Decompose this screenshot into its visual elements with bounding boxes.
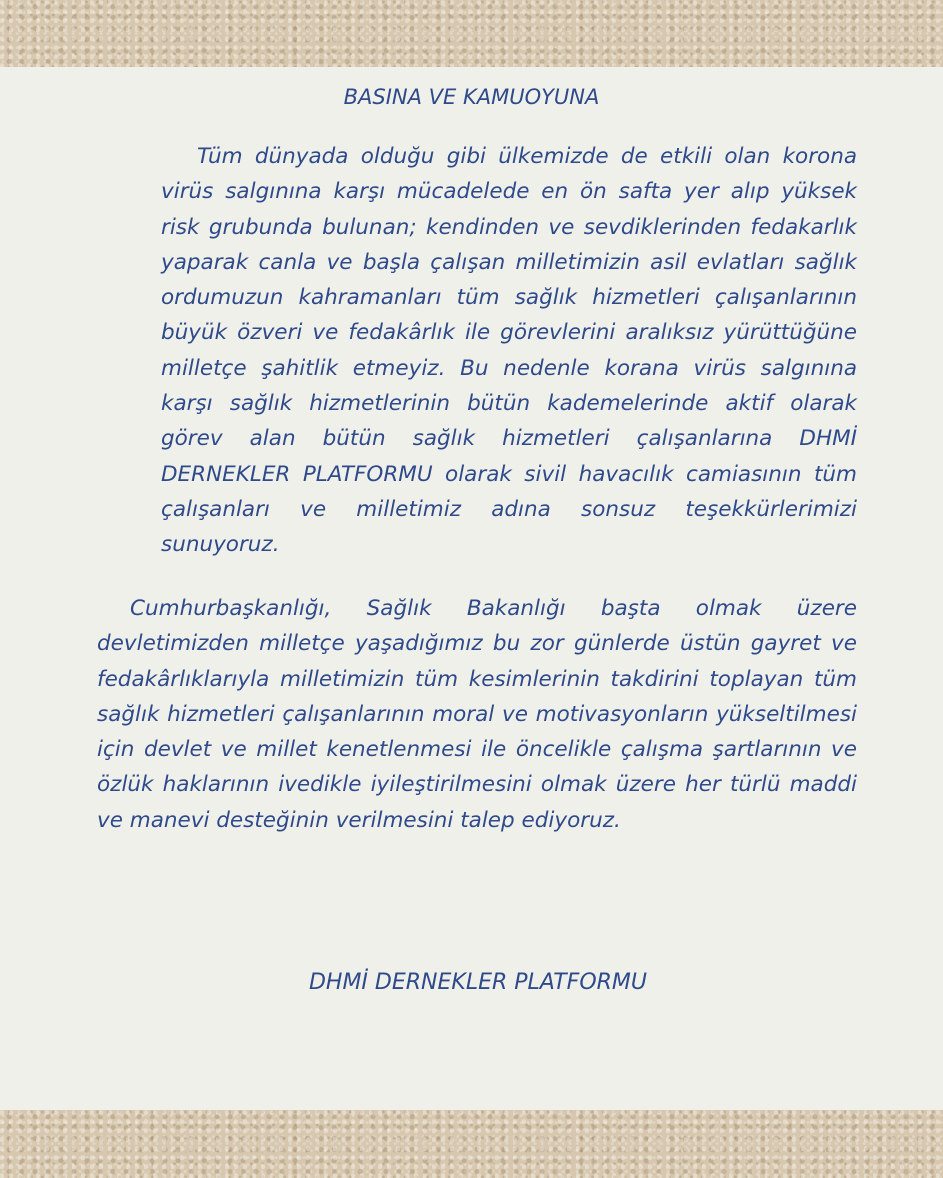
bottom-texture-border <box>0 1110 943 1178</box>
paragraph-gratitude: Tüm dünyada olduğu gibi ülkemizde de etkili olan korona virüs salgınına karşı mücadelede en ön safta yer alıp yüksek risk grubunda bulunan; kendinden ve sevdiklerinden fedakarlık yaparak canla ve başla çalışan milletimizin asil evlatları sağlık ordumuzun kahramanları tüm sağlık hizmetleri çalışanlarının büyük özveri ve fedakârlık ile görevlerini aralıksız yürüttüğüne milletçe şahitlik etmeyiz. Bu nedenle korana virüs salgınına karşı sağlık hizmetlerinin bütün kademelerinde aktif olarak görev alan bütün sağlık hizmetleri çalışanlarına DHMİ DERNEKLER PLATFORMU olarak sivil havacılık camiasının tüm çalışanları ve milletimiz adına sonsuz teşekkürlerimizi sunuyoruz. <box>161 144 857 558</box>
signature: DHMİ DERNEKLER PLATFORMU <box>308 970 648 995</box>
document-title: BASINA VE KAMUOYUNA <box>343 85 600 109</box>
top-texture-border <box>0 0 943 67</box>
paragraph-request: Cumhurbaşkanlığı, Sağlık Bakanlığı başta olmak üzere devletimizden milletçe yaşadığımız bu zor günlerde üstün gayret ve fedakârlıklarıyla milletimizin tüm kesimlerinin takdirini toplayan tüm sağlık hizmetleri çalışanlarının moral ve motivasyonların yükseltilmesi için devlet ve millet kenetlenmesi ile öncelikle çalışma şartlarının ve özlük haklarının ivedikle iyileştirilmesini olmak üzere her türlü maddi ve manevi desteğinin verilmesini talep ediyoruz. <box>97 596 857 833</box>
